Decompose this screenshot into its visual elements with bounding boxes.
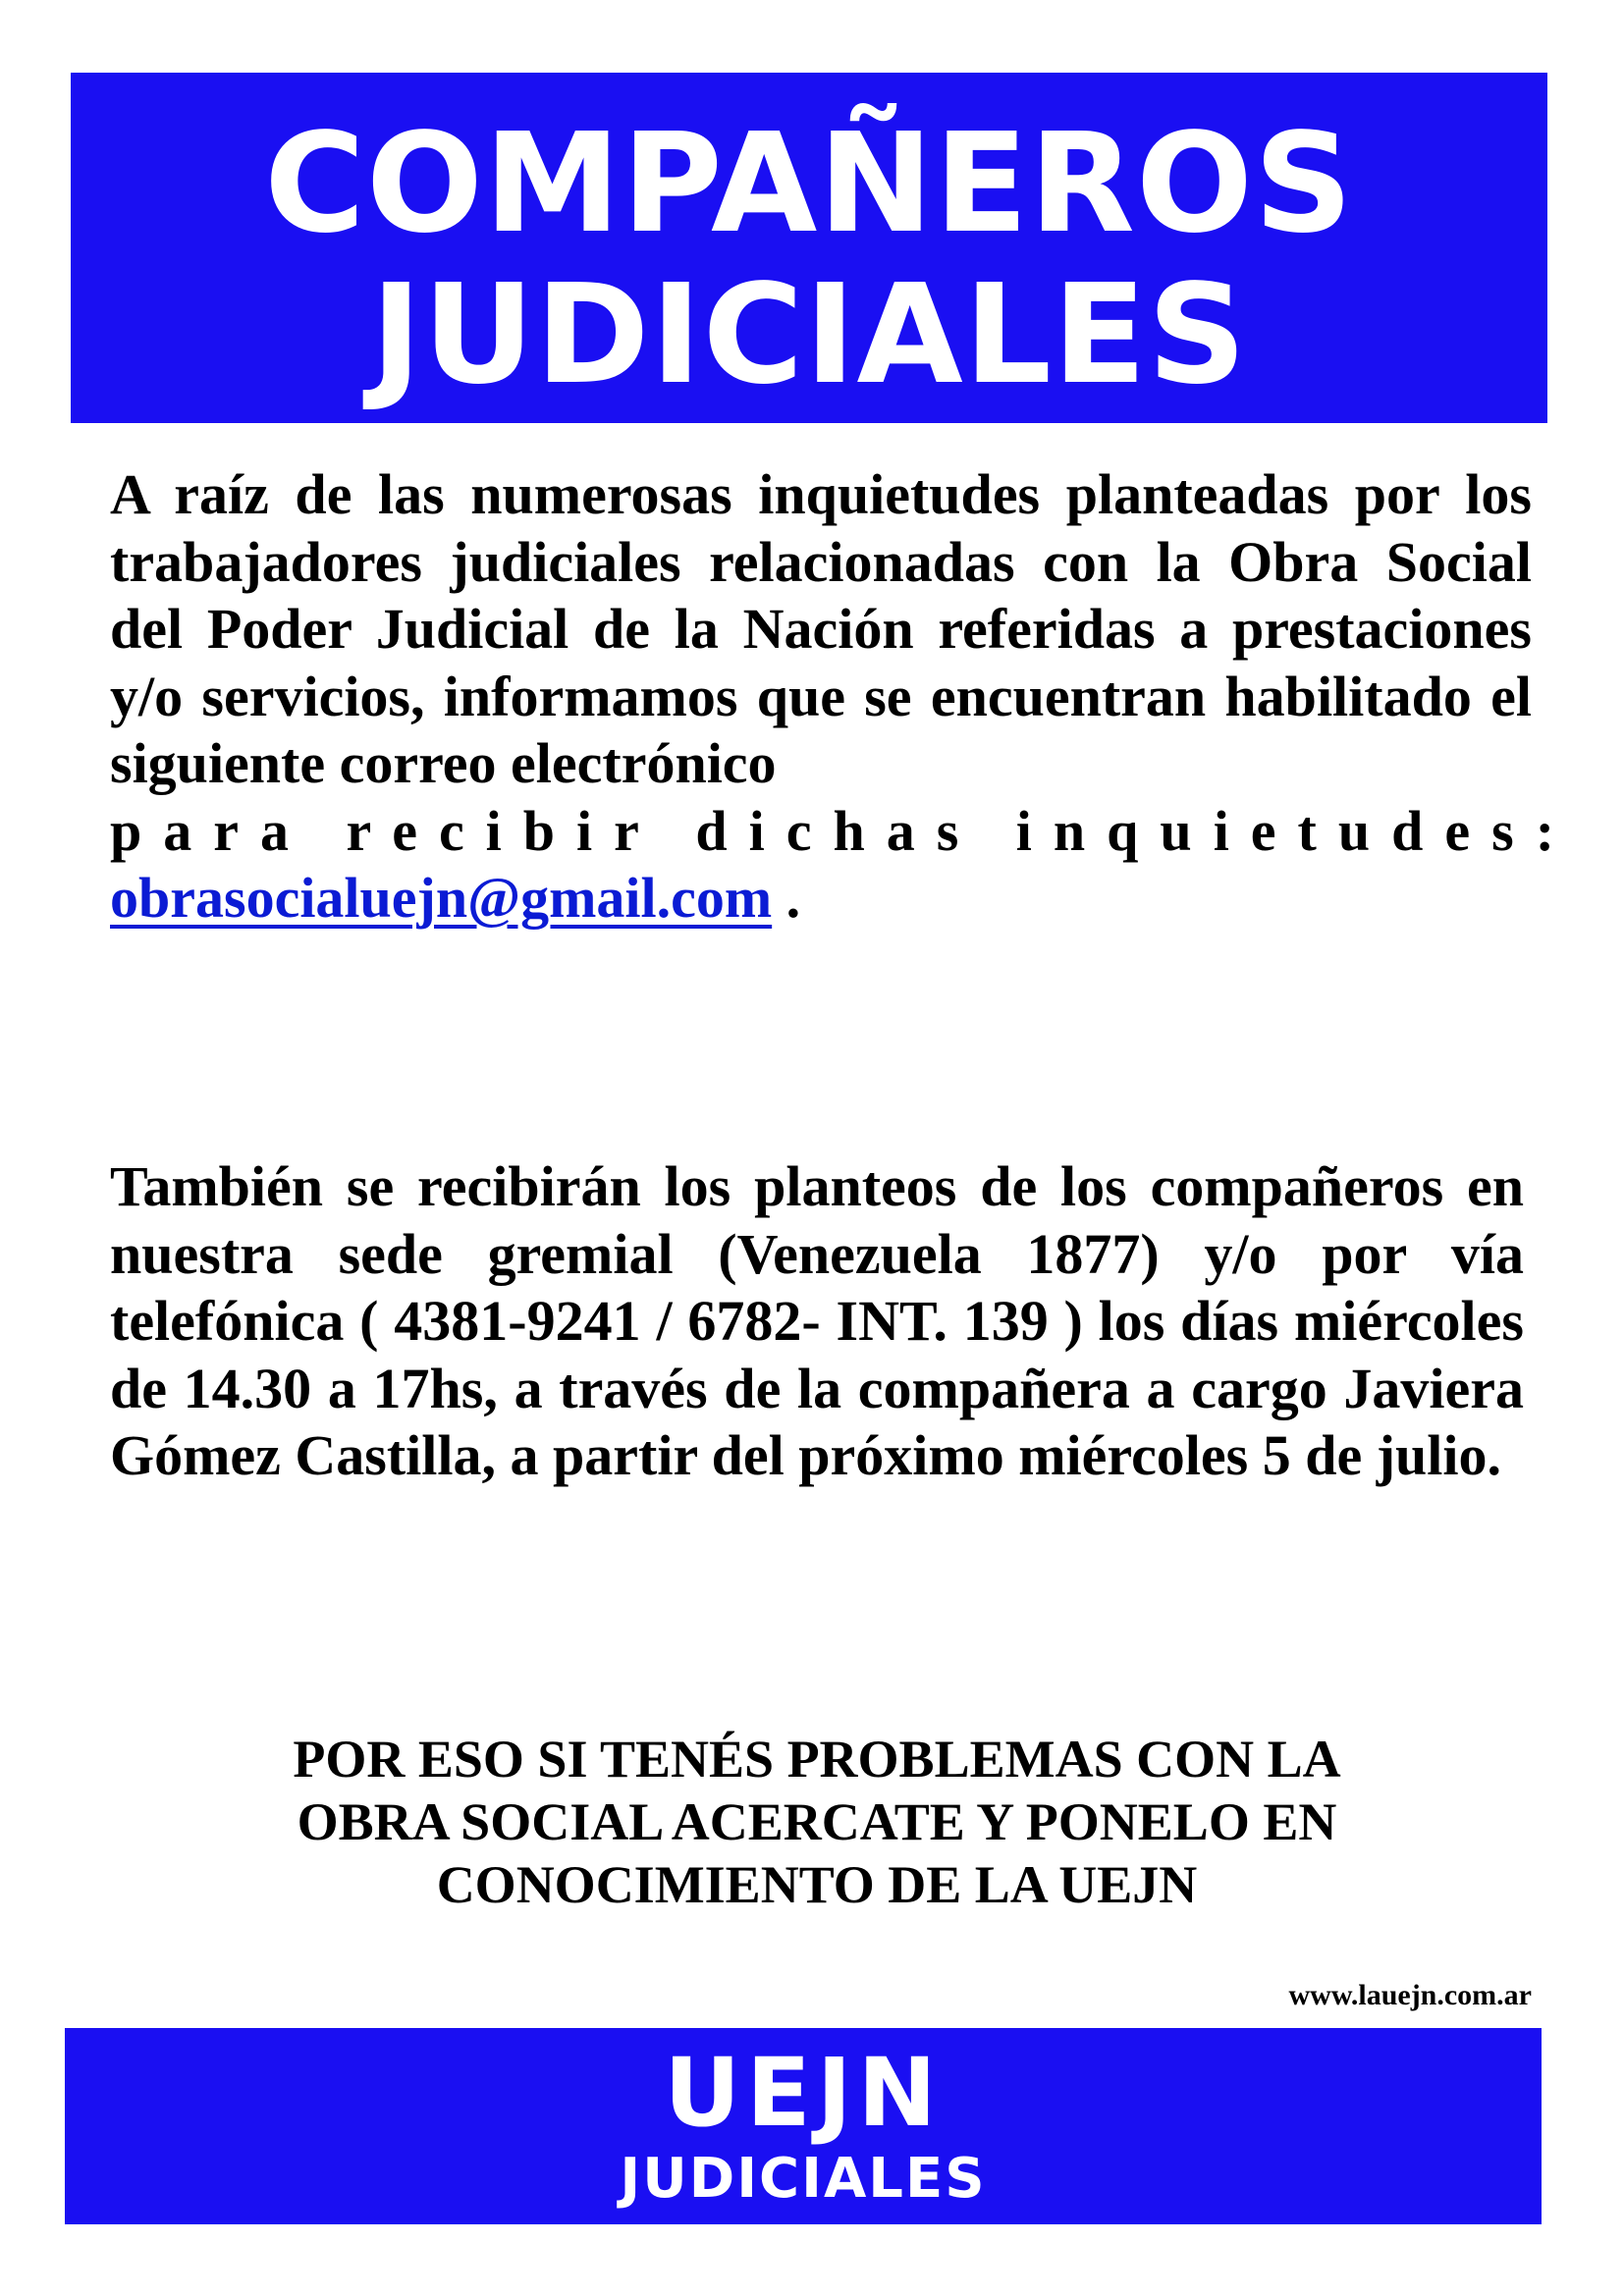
email-link[interactable]: obrasocialuejn@gmail.com xyxy=(110,866,773,930)
paragraph-email-info xyxy=(110,461,1577,933)
cta-line2: OBRA SOCIAL ACERCATE Y PONELO EN xyxy=(297,1792,1337,1851)
paragraph1-text: A raíz de las numerosas inquietudes planteadas por los trabajadores judiciales relacionadas con la Obra Social del Poder Judicial de la Nación referidas a prestaciones y/o servicios, informamos que se encuentran habilitado el siguiente correo electrónico xyxy=(110,462,1532,795)
header-title-line1: COMPAÑEROS xyxy=(264,104,1354,264)
footer-banner xyxy=(65,2028,1542,2224)
paragraph1-end: . xyxy=(772,866,801,930)
cta-line1: POR ESO SI TENÉS PROBLEMAS CON LA xyxy=(293,1730,1341,1789)
header-title-line2: JUDICIALES xyxy=(370,255,1248,415)
website-url: www.lauejn.com.ar xyxy=(1288,1979,1532,2011)
footer-subtitle: JUDICIALES xyxy=(620,2147,987,2211)
header-banner xyxy=(71,73,1547,423)
paragraph1-spread-line: para recibir dichas inquietudes: xyxy=(110,798,1577,863)
call-to-action xyxy=(110,1728,1524,1916)
footer-org-name: UEJN xyxy=(664,2038,943,2148)
cta-line3: CONOCIMIENTO DE LA UEJN xyxy=(436,1855,1198,1914)
paragraph-contact-info: También se recibirán los planteos de los compañeros en nuestra sede gremial (Venezuela 1877) y/o por vía telefónica ( 4381-9241 / 6782- INT. 139 ) los días miércoles de 14.30 a 17hs, a través de la compañera a cargo Javiera Gómez Castilla, a partir del próximo miércoles 5 de julio. xyxy=(110,1154,1524,1487)
